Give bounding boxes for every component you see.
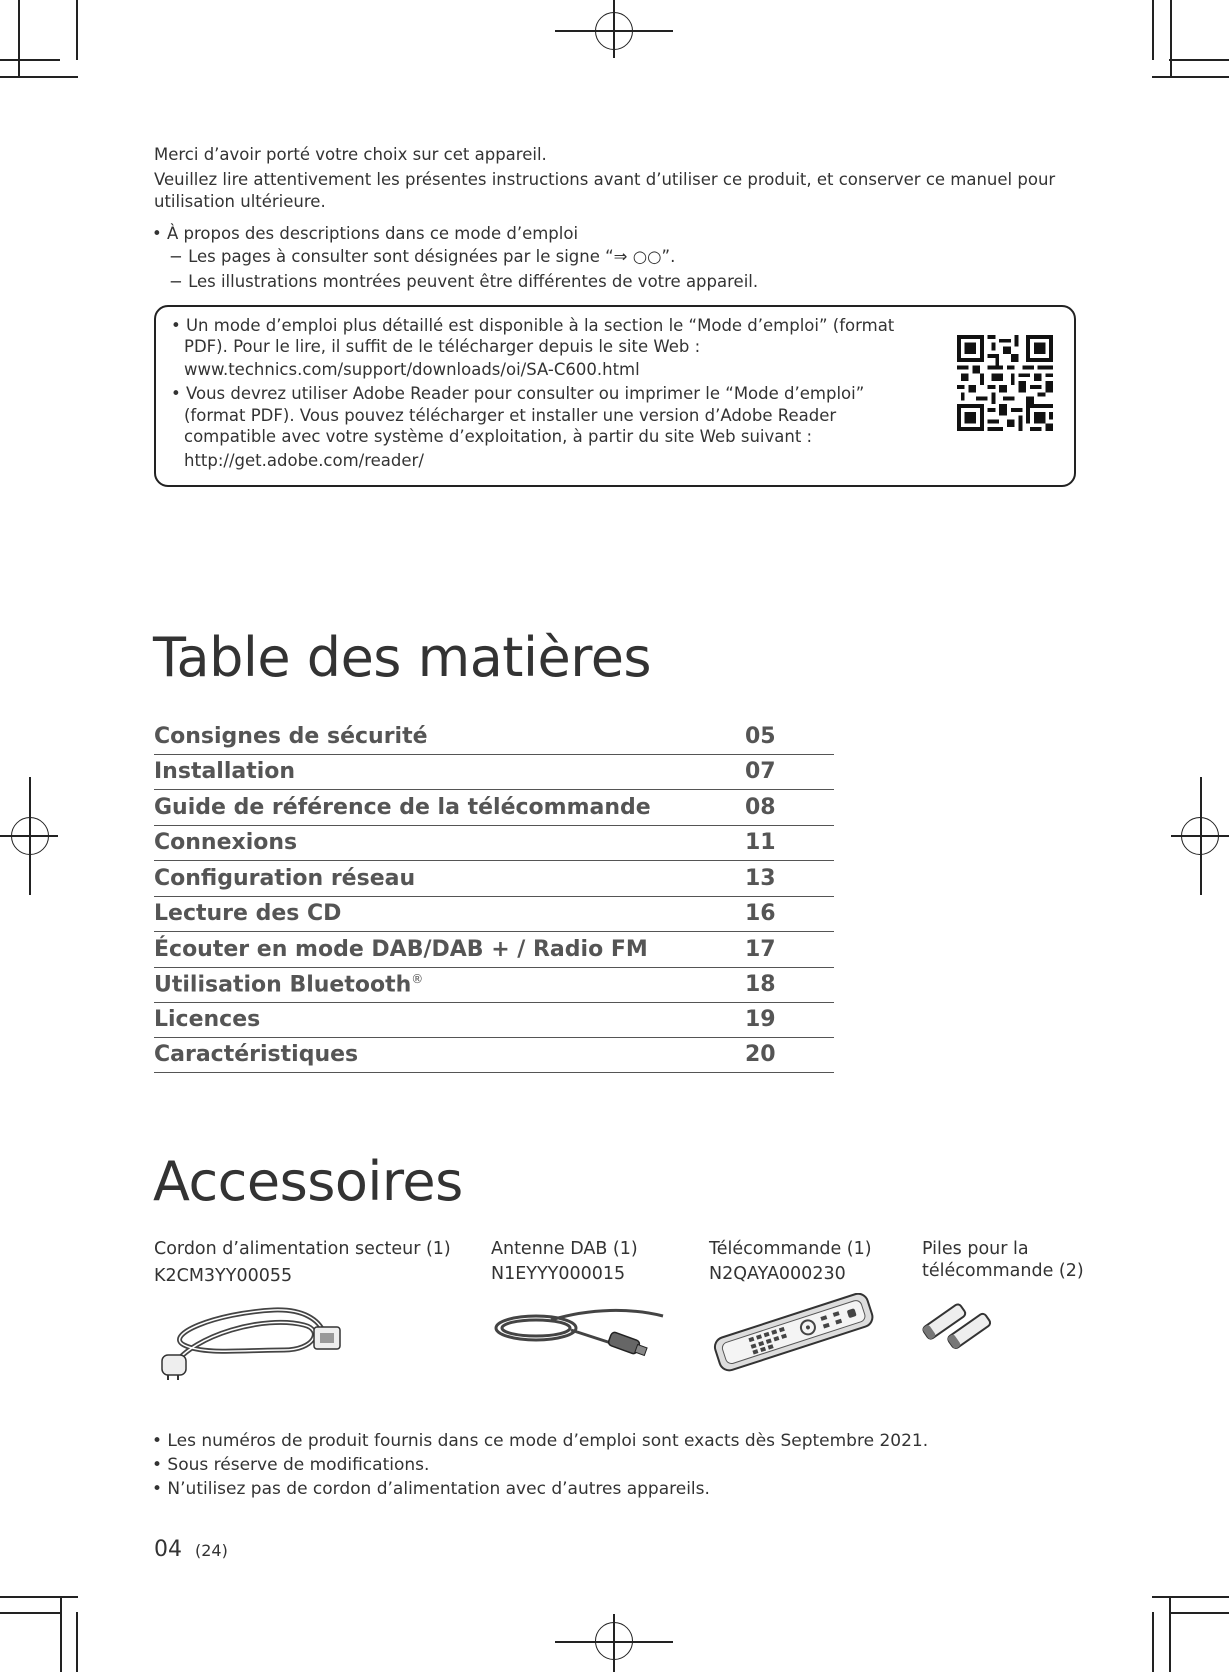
info-line: • Un mode d’emploi plus détaillé est disponible à la section le “Mode d’emploi” (format [171, 316, 895, 335]
accessory-code: K2CM3YY00055 [154, 1266, 293, 1286]
adobe-url-link[interactable]: http://get.adobe.com/reader/ [184, 451, 424, 470]
batteries-icon [922, 1297, 1002, 1352]
toc-item-page: 11 [745, 830, 776, 855]
toc-item-title: Lecture des CD [154, 901, 342, 926]
registered-mark: ® [411, 971, 424, 986]
toc-item-page: 19 [745, 1007, 776, 1032]
toc-item-title: Connexions [154, 830, 298, 855]
intro-sub-text: Les illustrations montrées peuvent être différentes de votre appareil. [188, 272, 759, 291]
toc-item-title: Caractéristiques [154, 1042, 359, 1067]
dab-antenna-icon [491, 1298, 666, 1363]
toc-item-page: 17 [745, 937, 776, 962]
toc-item-page: 08 [745, 795, 776, 820]
power-cord-icon [154, 1295, 344, 1380]
intro-sub-item [169, 246, 675, 268]
toc-item-page: 13 [745, 866, 776, 891]
dash-marker: − [169, 272, 183, 291]
toc-item-title-wrap [154, 972, 423, 997]
toc-item-page: 20 [745, 1042, 776, 1067]
info-line: (format PDF). Vous pouvez télécharger et installer une version d’Adobe Reader [184, 406, 837, 425]
toc-item-page: 05 [745, 724, 776, 749]
info-url-link[interactable]: www.technics.com/support/downloads/oi/SA-C600.html [184, 360, 640, 379]
qr-code-icon[interactable] [957, 335, 1053, 431]
page-number-alt: (24) [195, 1541, 228, 1560]
toc-row[interactable] [154, 967, 834, 1003]
accessories-heading: Accessoires [153, 1150, 463, 1213]
remote-control-icon [709, 1293, 879, 1373]
toc-row[interactable] [154, 719, 834, 755]
toc-item-title: Consignes de sécurité [154, 724, 428, 749]
accessory-name: Télécommande (1) [709, 1239, 872, 1259]
info-line: PDF). Pour le lire, il suffit de le télécharger depuis le site Web : [184, 337, 701, 356]
toc-item-title: Guide de référence de la télécommande [154, 795, 651, 820]
dash-marker: − [169, 247, 183, 266]
toc-item-title: Écouter en mode DAB/DAB + / Radio FM [154, 937, 648, 962]
note-line: • Les numéros de produit fournis dans ce mode d’emploi sont exacts dès Septembre 2021. [152, 1431, 929, 1451]
toc-row[interactable] [154, 754, 834, 790]
page-number: 04 [154, 1537, 182, 1562]
toc-item-page: 16 [745, 901, 776, 926]
toc-row[interactable] [154, 790, 834, 826]
note-line: • N’utilisez pas de cordon d’alimentation avec d’autres appareils. [152, 1479, 710, 1499]
toc-item-title: Configuration réseau [154, 866, 416, 891]
accessory-code: N2QAYA000230 [709, 1264, 846, 1284]
toc-item-title: Installation [154, 759, 296, 784]
intro-bullet: • À propos des descriptions dans ce mode d’emploi [152, 224, 579, 243]
accessory-name: Piles pour la [922, 1239, 1029, 1259]
toc-item-page: 18 [745, 972, 776, 997]
accessory-name: Antenne DAB (1) [491, 1239, 638, 1259]
toc-row[interactable] [154, 861, 834, 897]
toc-row[interactable] [154, 1002, 834, 1038]
intro-sub-item [169, 271, 758, 293]
info-line: • Vous devrez utiliser Adobe Reader pour consulter ou imprimer le “Mode d’emploi” [171, 384, 865, 403]
accessory-code: N1EYYY000015 [491, 1264, 626, 1284]
intro-line: Veuillez lire attentivement les présentes instructions avant d’utiliser ce produit, et conserver ce manuel pour [154, 170, 1056, 189]
note-line: • Sous réserve de modifications. [152, 1455, 430, 1475]
toc-heading: Table des matières [153, 626, 652, 689]
accessory-name: Cordon d’alimentation secteur (1) [154, 1239, 451, 1259]
toc-item-title: Licences [154, 1007, 261, 1032]
intro-line: Merci d’avoir porté votre choix sur cet appareil. [154, 145, 547, 164]
toc-row[interactable] [154, 1037, 834, 1073]
accessory-name: télécommande (2) [922, 1261, 1084, 1281]
toc-item-page: 07 [745, 759, 776, 784]
toc-row[interactable] [154, 896, 834, 932]
toc-row[interactable] [154, 825, 834, 861]
intro-line: utilisation ultérieure. [154, 192, 326, 211]
info-line: compatible avec votre système d’exploitation, à partir du site Web suivant : [184, 427, 813, 446]
toc-row[interactable] [154, 932, 834, 968]
intro-sub-text: Les pages à consulter sont désignées par le signe “⇒ ○○”. [188, 247, 676, 266]
toc-item-title: Utilisation Bluetooth [154, 972, 412, 997]
